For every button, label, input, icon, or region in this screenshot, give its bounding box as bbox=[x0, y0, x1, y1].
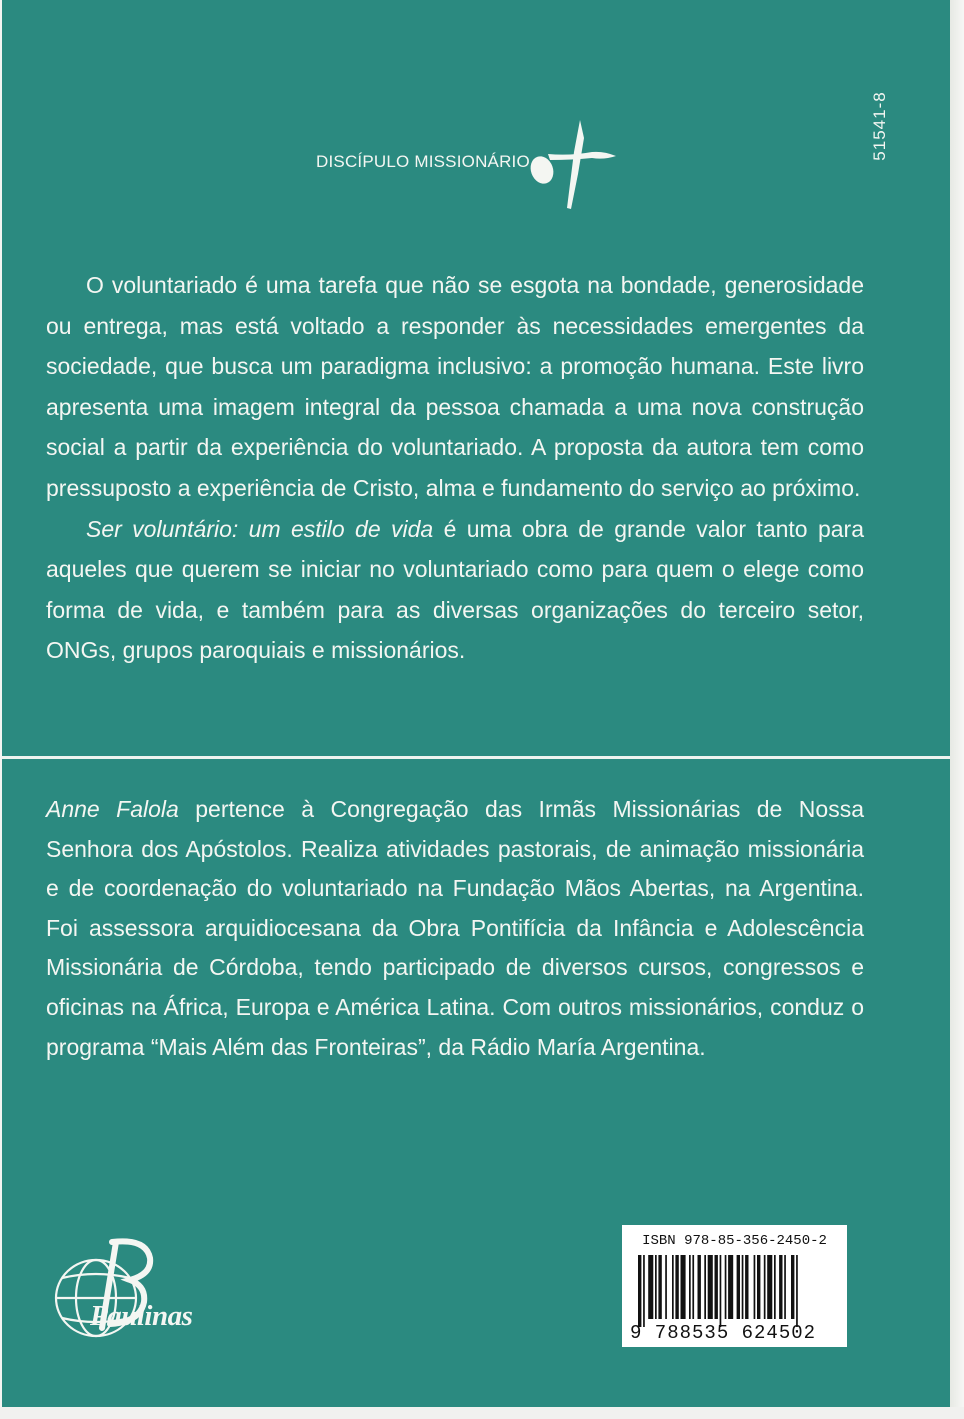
author-bio bbox=[46, 790, 864, 1067]
catalog-number: 51541-8 bbox=[870, 91, 889, 161]
publisher-name: Paulinas bbox=[90, 1300, 193, 1332]
author-name: Anne Falola bbox=[46, 796, 179, 822]
description-paragraph-2-text: é uma obra de grande valor tanto para aqueles que querem se iniciar no voluntariado como para quem o elege como forma de vida, e também para as diversas organizações do terceiro setor, ONGs, grupos paroquiais e missionários. bbox=[46, 515, 864, 664]
back-cover bbox=[2, 0, 950, 1407]
book-description bbox=[46, 265, 864, 671]
isbn-barcode bbox=[622, 1225, 847, 1347]
author-bio-paragraph bbox=[46, 790, 864, 1067]
series-cross-logo-icon bbox=[520, 116, 620, 216]
section-divider bbox=[2, 756, 950, 759]
description-paragraph-1: O voluntariado é uma tarefa que não se esgota na bondade, generosidade ou entrega, mas está voltado a responder às necessidades emergentes da sociedade, que busca um paradigma inclusivo: a promoção humana. Este livro apresenta uma imagem integral da pessoa chamada a uma nova construção social a partir da experiência do voluntariado. A proposta da autora tem como pressuposto a experiência de Cristo, alma e fundamento do serviço ao próximo. bbox=[46, 272, 864, 501]
page-edge bbox=[950, 0, 964, 1419]
barcode-icon bbox=[630, 1255, 842, 1327]
book-title: Ser voluntário: um estilo de vida bbox=[86, 515, 434, 542]
author-bio-text: pertence à Congregação das Irmãs Missionárias de Nossa Senhora dos Apóstolos. Realiza atividades pastorais, de animação missionária e de coordenação do voluntariado na Fundação Mãos Abertas, na Argentina. Foi assessora arquidiocesana da Obra Pontifícia da Infância e Adolescência Missionária de Córdoba, tendo participado de diversos cursos, congressos e oficinas na África, Europa e América Latina. Com outros missionários, conduz o programa “Mais Além das Fronteiras”, da Rádio María Argentina. bbox=[46, 796, 864, 1060]
barcode-digits: 9 788535 624502 bbox=[630, 1322, 817, 1344]
isbn-label: ISBN 978-85-356-2450-2 bbox=[642, 1233, 827, 1249]
series-label: DISCÍPULO MISSIONÁRIO bbox=[316, 152, 530, 171]
description-paragraph-2 bbox=[46, 509, 864, 671]
publisher-logo bbox=[46, 1236, 246, 1356]
series-header bbox=[316, 116, 636, 216]
page-bottom-edge bbox=[0, 1407, 964, 1419]
